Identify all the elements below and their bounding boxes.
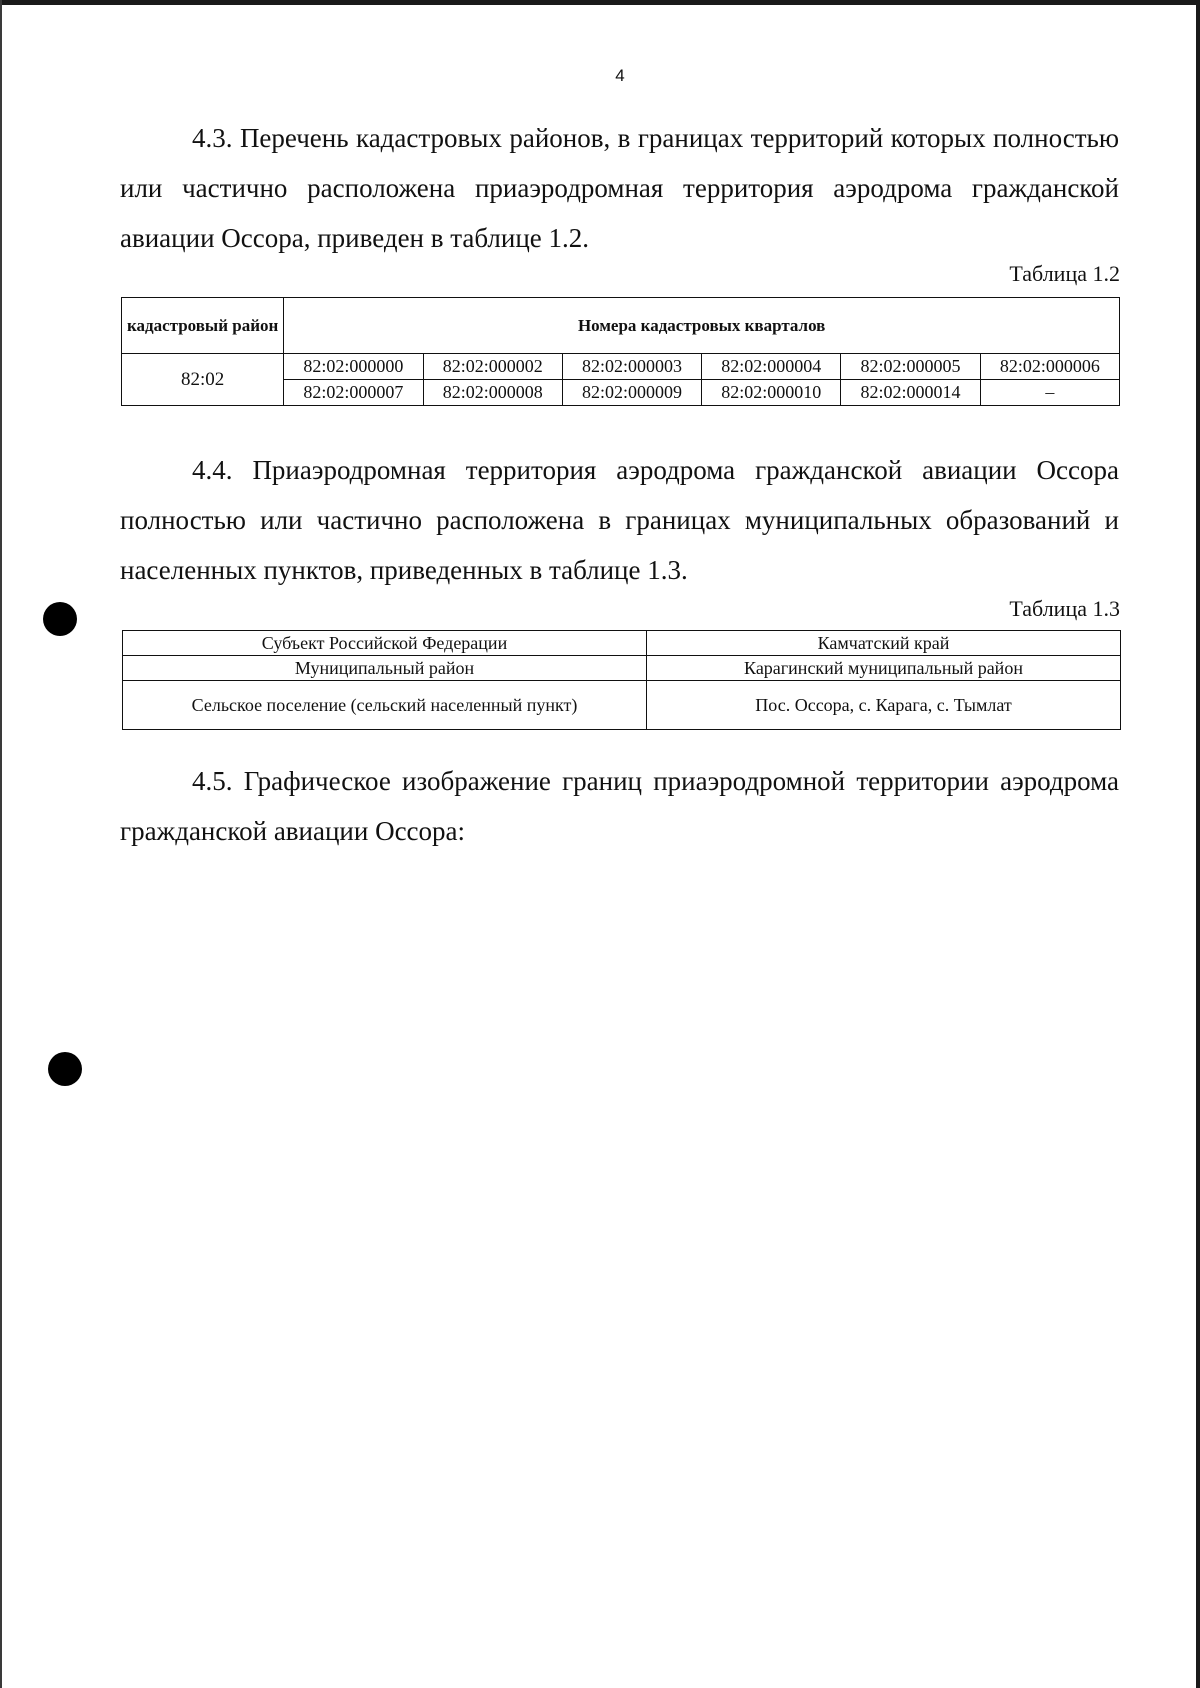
quarter-cell: 82:02:000009 <box>562 380 701 406</box>
paragraph-text: Графическое изображение границ приаэродромной территории аэродрома гражданской авиации Оссора: <box>120 766 1120 846</box>
scan-edge-left <box>0 0 2 1688</box>
quarter-cell: 82:02:000002 <box>423 354 562 380</box>
quarter-cell: – <box>980 380 1119 406</box>
quarter-cell: 82:02:000010 <box>702 380 841 406</box>
paragraph-number: 4.4. <box>192 455 233 485</box>
table-1-2 <box>121 297 1120 406</box>
paragraph-number: 4.5. <box>192 766 233 796</box>
table-label-cell: Субъект Российской Федерации <box>123 631 647 656</box>
paragraph-4-3 <box>120 113 1119 263</box>
table-row <box>123 631 1121 656</box>
paragraph-text: Перечень кадастровых районов, в границах территорий которых полностью или частично расположена приаэродромная территория аэродрома гражданской авиации Оссора, приведен в таблице 1.2. <box>120 123 1120 253</box>
table-value-cell: Карагинский муниципальный район <box>647 656 1121 681</box>
table-value-cell: Пос. Оссора, с. Карага, с. Тымлат <box>647 681 1121 730</box>
paragraph-4-4 <box>120 445 1119 595</box>
quarter-cell: 82:02:000014 <box>841 380 980 406</box>
page-number: 4 <box>615 66 625 85</box>
punch-hole-upper <box>43 602 77 636</box>
table-label-cell: Муниципальный район <box>123 656 647 681</box>
table-row <box>123 681 1121 730</box>
quarter-cell: 82:02:000003 <box>562 354 701 380</box>
district-cell: 82:02 <box>122 354 284 406</box>
header-cadastral-district: кадастровый район <box>122 298 284 354</box>
table-label-cell: Сельское поселение (сельский населенный пункт) <box>123 681 647 730</box>
table-1-3-caption: Таблица 1.3 <box>1009 596 1120 621</box>
table-row <box>122 354 1120 380</box>
header-cadastral-quarters: Номера кадастровых кварталов <box>284 298 1120 354</box>
paragraph-text: Приаэродромная территория аэродрома гражданской авиации Оссора полностью или частично расположена в границах муниципальных образований и населенных пунктов, приведенных в таблице 1.3. <box>120 455 1119 585</box>
quarter-cell: 82:02:000007 <box>284 380 423 406</box>
table-1-2-caption: Таблица 1.2 <box>1009 261 1120 286</box>
table-value-cell: Камчатский край <box>647 631 1121 656</box>
quarter-cell: 82:02:000005 <box>841 354 980 380</box>
quarter-cell: 82:02:000008 <box>423 380 562 406</box>
quarter-cell: 82:02:000004 <box>702 354 841 380</box>
scan-edge-right <box>1196 0 1200 1688</box>
quarter-cell: 82:02:000006 <box>980 354 1119 380</box>
table-row <box>123 656 1121 681</box>
table-1-3 <box>122 630 1121 730</box>
table-header-row <box>122 298 1120 354</box>
scan-edge-top <box>0 0 1200 5</box>
paragraph-4-5 <box>120 756 1119 856</box>
paragraph-number: 4.3. <box>192 123 233 153</box>
punch-hole-lower <box>48 1052 82 1086</box>
quarter-cell: 82:02:000000 <box>284 354 423 380</box>
